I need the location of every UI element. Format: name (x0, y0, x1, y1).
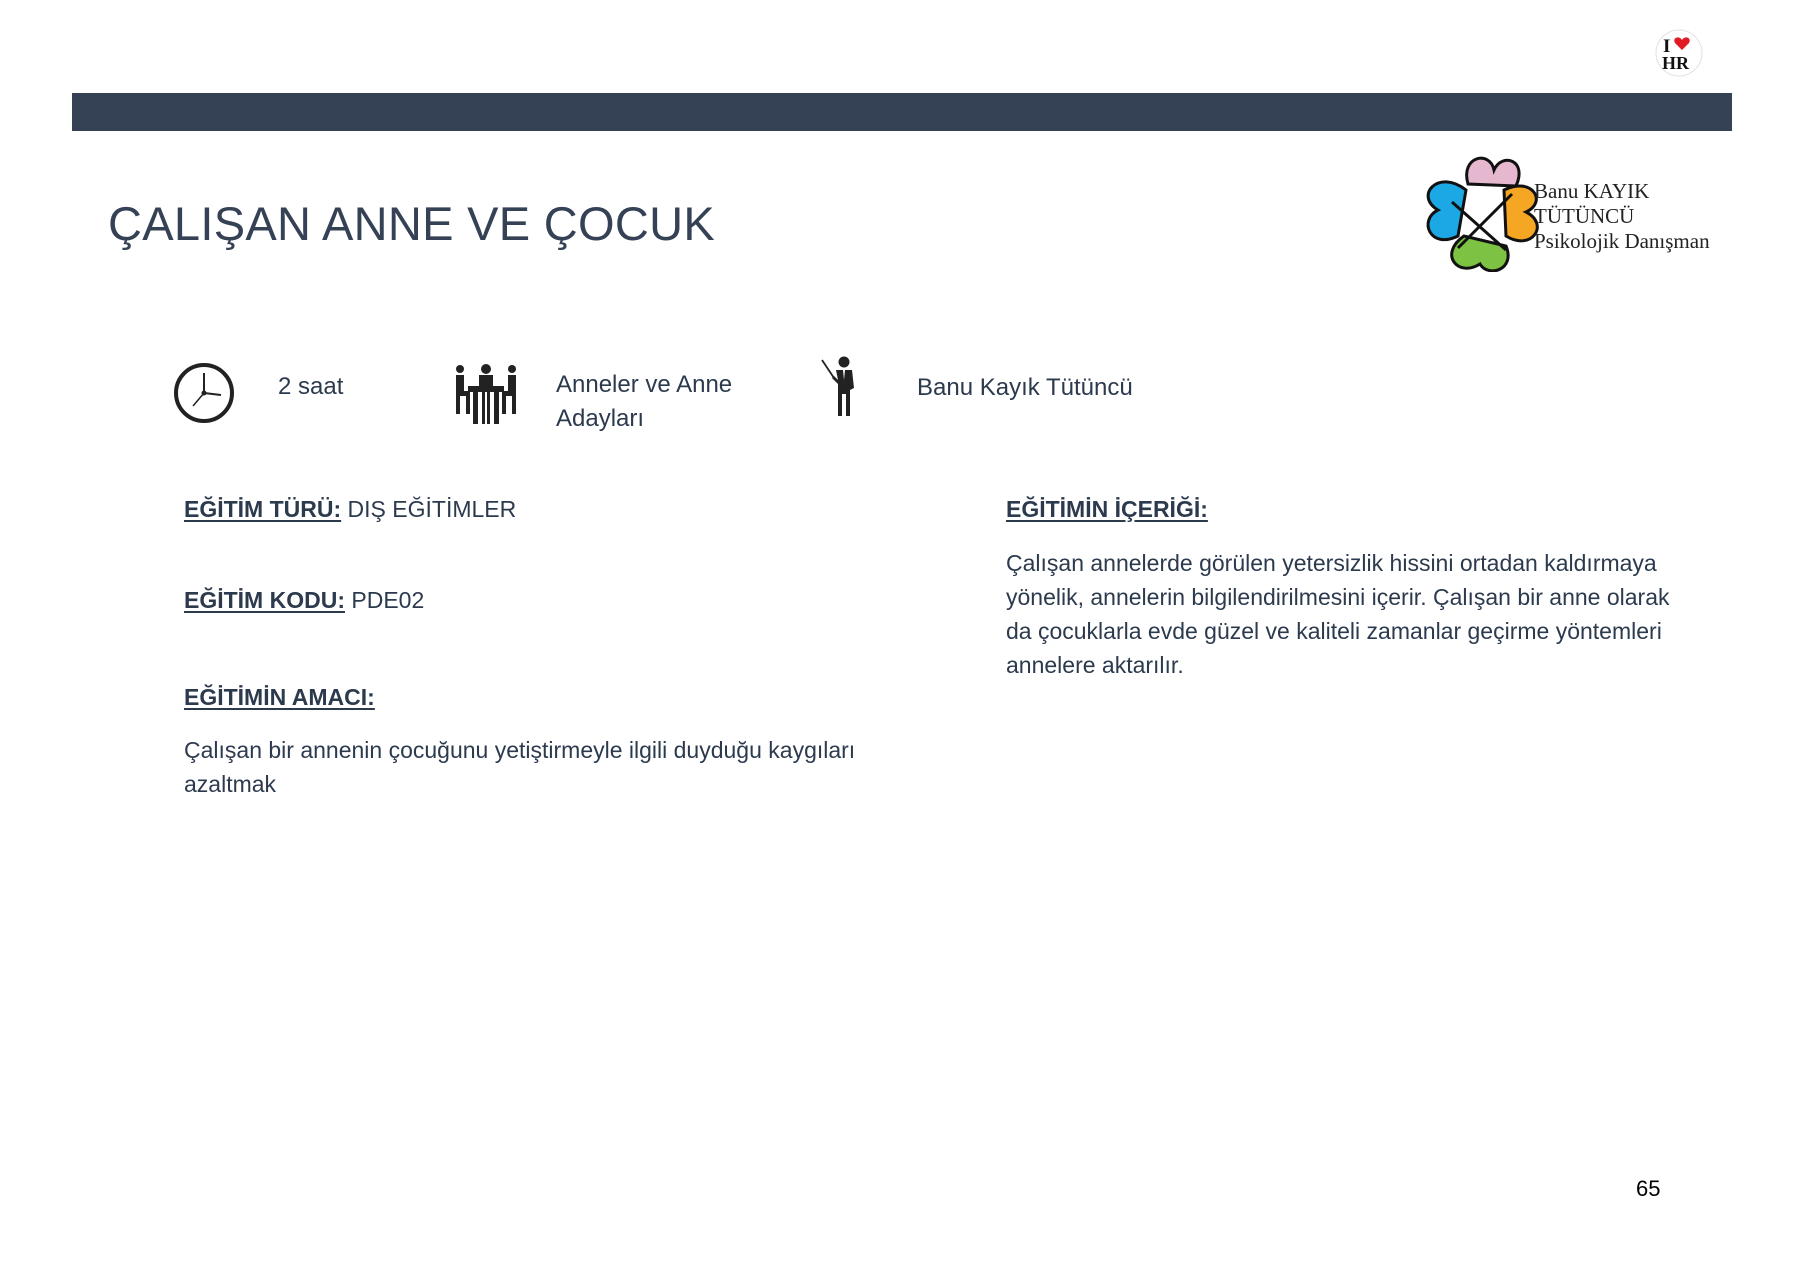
content-line-4: annelere aktarılır. (1006, 652, 1184, 678)
audience-text (556, 368, 732, 436)
training-content-heading (1006, 496, 1208, 523)
training-aim-label: EĞİTİMİN AMACI: (184, 684, 375, 710)
training-content-label: EĞİTİMİN İÇERİĞİ: (1006, 496, 1208, 522)
brand-line-1: Banu KAYIK (1534, 179, 1650, 203)
clover-icon (1428, 158, 1537, 271)
audience-line-1: Anneler ve Anne (556, 371, 733, 398)
training-type-value: DIŞ EĞİTİMLER (347, 496, 517, 522)
aim-line-1: Çalışan bir annenin çocuğunu yetiştirmeyle ilgili duyduğu kaygıları (184, 737, 856, 763)
content-line-2: yönelik, annelerin bilgilendirilmesini içerir. Çalışan bir anne olarak (1006, 584, 1670, 610)
trainer-text: Banu Kayık Tütüncü (917, 374, 1133, 401)
brand-line-2: TÜTÜNCÜ (1534, 204, 1635, 228)
brand-logo (1408, 146, 1733, 272)
training-code (184, 587, 424, 614)
aim-line-2: azaltmak (184, 771, 277, 797)
hr-logo-i: I (1663, 36, 1671, 57)
training-type-label: EĞİTİM TÜRÜ: (184, 496, 342, 522)
training-code-label: EĞİTİM KODU: (184, 587, 345, 613)
audience-line-2: Adayları (556, 405, 645, 432)
training-content-text (1006, 546, 1726, 682)
training-aim-heading (184, 684, 375, 711)
clock-icon (173, 362, 235, 429)
meeting-icon (454, 364, 518, 431)
training-code-value: PDE02 (351, 587, 425, 613)
header-bar (72, 93, 1732, 131)
presenter-icon (820, 356, 860, 425)
hr-logo-hr: HR (1662, 53, 1689, 73)
i-love-hr-logo (1654, 28, 1704, 78)
training-type (184, 496, 516, 523)
page-number: 65 (1636, 1176, 1661, 1201)
duration-text: 2 saat (278, 373, 344, 400)
brand-line-3: Psikolojik Danışman (1534, 229, 1710, 253)
content-line-1: Çalışan annelerde görülen yetersizlik hissini ortadan kaldırmaya (1006, 550, 1657, 576)
content-line-3: da çocuklarla evde güzel ve kaliteli zamanlar geçirme yöntemleri (1006, 618, 1662, 644)
training-aim-text (184, 733, 904, 801)
page-title: ÇALIŞAN ANNE VE ÇOCUK (108, 197, 716, 250)
